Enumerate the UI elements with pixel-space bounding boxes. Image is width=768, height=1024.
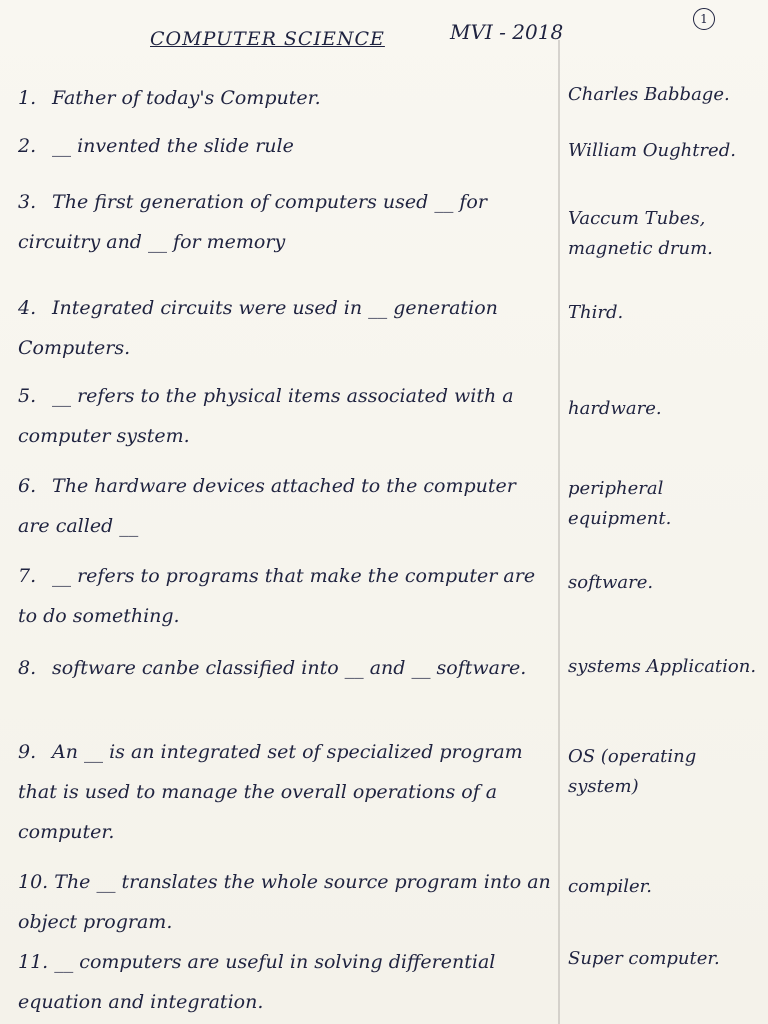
question-8 [18,648,553,688]
question-text: The hardware devices attached to the computer are called __ [18,475,516,537]
question-1 [18,78,553,118]
question-text: __ refers to the physical items associated with a computer system. [18,385,514,447]
answer-5: hardware. [568,398,662,419]
question-number: 2. [18,135,37,157]
answer-9: OS (operating system) [568,746,697,797]
question-number: 10. [18,871,49,893]
answer-11: Super computer. [568,948,720,969]
page-title: COMPUTER SCIENCE [150,28,385,50]
answer-1: Charles Babbage. [568,84,730,105]
question-number: 4. [18,297,37,319]
answer-7: software. [568,572,654,593]
page-number-badge: 1 [693,8,715,30]
question-number: 11. [18,951,49,973]
question-text: An __ is an integrated set of specialized program that is used to manage the overall operations of a computer. [18,741,523,843]
question-2 [18,126,553,166]
question-10 [18,862,553,942]
question-number: 1. [18,87,37,109]
question-number: 7. [18,565,37,587]
question-number: 8. [18,657,37,679]
answer-10: compiler. [568,876,653,897]
question-11 [18,942,553,1022]
question-text: __ refers to programs that make the computer are to do something. [18,565,536,627]
question-text: Father of today's Computer. [52,87,321,109]
question-text: The first generation of computers used __ for circuitry and __ for memory [18,191,487,253]
question-3 [18,182,553,262]
question-number: 3. [18,191,37,213]
question-text: __ invented the slide rule [52,135,294,157]
answer-margin-line [558,40,560,1024]
question-text: The __ translates the whole source program into an object program. [18,871,551,933]
answer-3: Vaccum Tubes, magnetic drum. [568,208,713,259]
question-text: software canbe classified into __ and __ software. [52,657,527,679]
question-number: 6. [18,475,37,497]
question-text: Integrated circuits were used in __ generation Computers. [18,297,498,359]
answer-2: William Oughtred. [568,140,736,161]
exam-tag: MVI - 2018 [450,20,564,44]
question-text: __ computers are useful in solving differential equation and integration. [18,951,496,1013]
answer-8: systems Application. [568,656,757,677]
question-number: 5. [18,385,37,407]
answer-4: Third. [568,302,624,323]
question-4 [18,288,553,368]
question-5 [18,376,553,456]
question-9 [18,732,553,852]
question-6 [18,466,553,546]
question-7 [18,556,553,636]
answer-6: peripheral equipment. [568,478,672,529]
question-number: 9. [18,741,37,763]
